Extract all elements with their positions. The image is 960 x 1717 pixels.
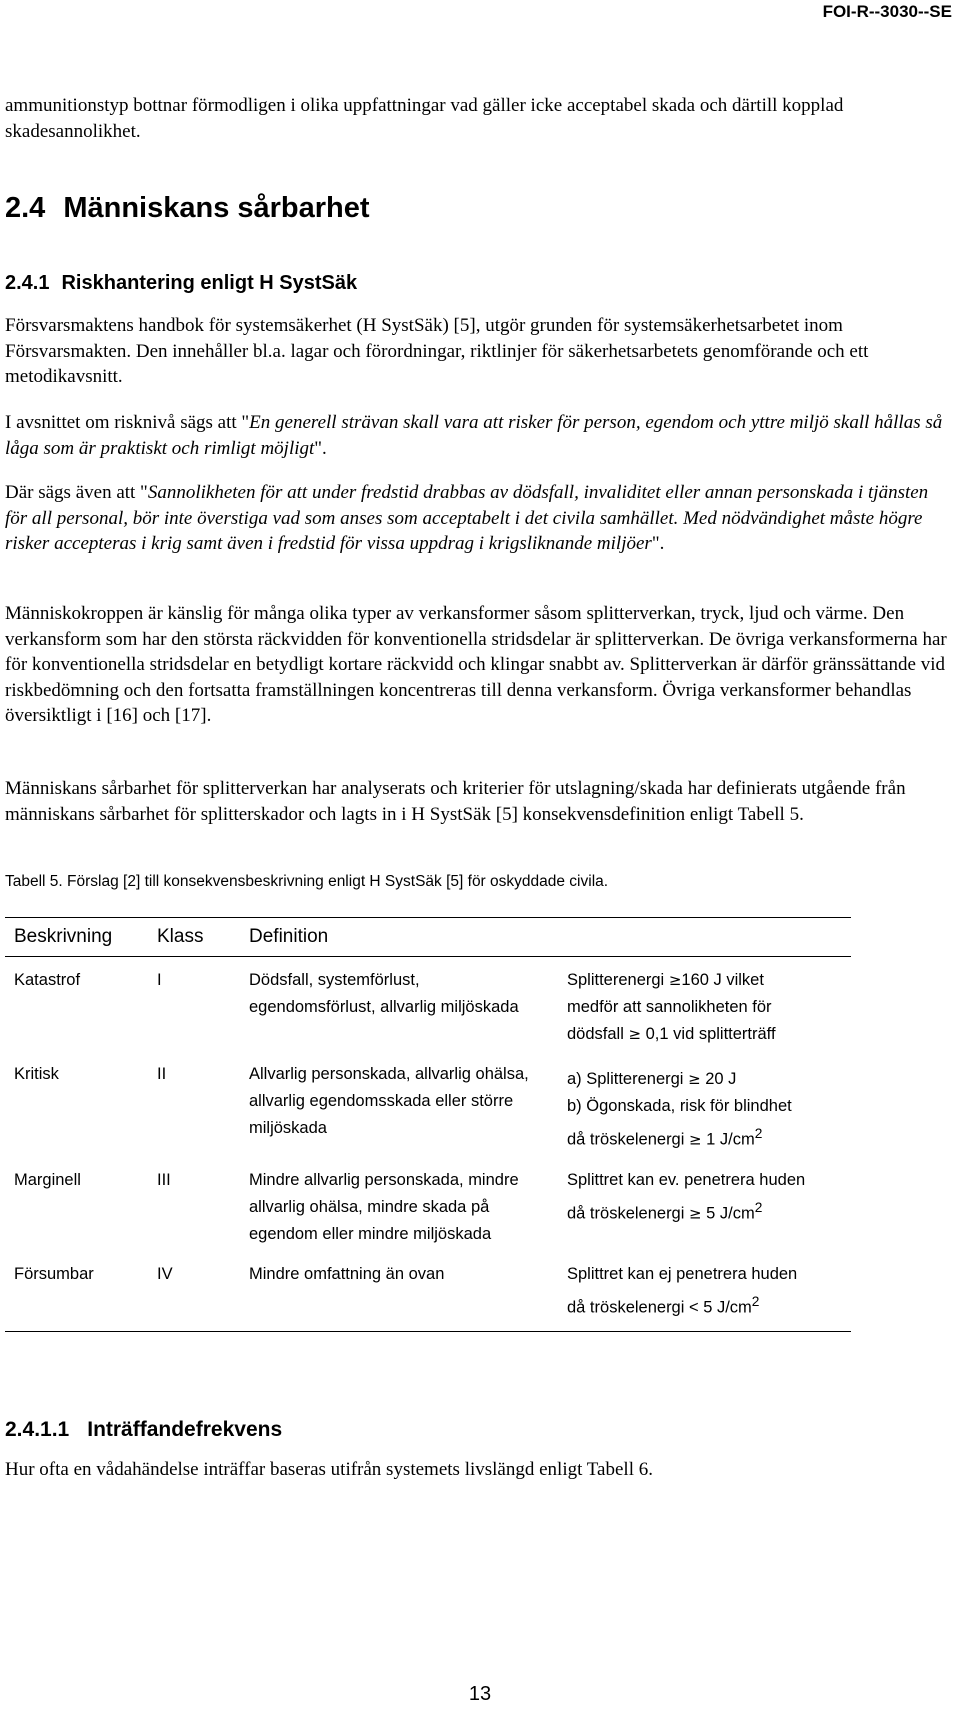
subsubsection-heading bbox=[5, 1418, 282, 1442]
subsection-number: 2.4.1 bbox=[5, 272, 50, 294]
section-title: Människans sårbarhet bbox=[63, 192, 370, 224]
cell-definition: Mindre allvarlig personskada, mindre allvarlig ohälsa, mindre skada på egendom eller mindre miljöskada bbox=[249, 1170, 519, 1243]
cell-beskrivning: Katastrof bbox=[14, 971, 81, 989]
paragraph-vulnerability: Människans sårbarhet för splitterverkan har analyserats och kriterier för utslagning/skada har definierats utgående från människans sårbarhet för splitterskador och lagts in i H SystSäk [5] konsekvensdefinition enligt Tabell 5. bbox=[5, 778, 906, 825]
table-row bbox=[5, 1167, 851, 1261]
cell-criteria: Splittret kan ev. penetrera huden då tröskelenergi ≥ 5 $J/cm^2$ bbox=[567, 1170, 806, 1222]
greater-equal-icon: ≥ bbox=[689, 1204, 702, 1222]
subsubsection-title: Inträffandefrekvens bbox=[87, 1418, 283, 1441]
section-number: 2.4 bbox=[5, 192, 46, 224]
table-row bbox=[5, 1061, 851, 1167]
paragraph-risk-level: I avsnittet om risknivå sägs att "En generell strävan skall vara att risker för person, egendom och yttre miljö skall hållas så låga som är praktiskt och rimligt möjligt". bbox=[5, 412, 943, 459]
cell-definition: Dödsfall, systemförlust, egendomsförlust, allvarlig miljöskada bbox=[249, 971, 519, 1016]
cell-definition: Allvarlig personskada, allvarlig ohälsa, allvarlig egendomsskada eller större miljöskada bbox=[249, 1065, 529, 1137]
cell-criteria: Splitterenergi ≥160 J vilket medför att sannolikheten för dödsfall ≥ 0,1 vid splitterträff bbox=[567, 971, 776, 1043]
cell-criteria: a) Splitterenergi ≥ 20 J b) Ögonskada, risk för blindhet då tröskelenergi ≥ 1 $J/cm^2$ bbox=[567, 1070, 792, 1149]
subsection-title: Riskhantering enligt H SystSäk bbox=[61, 272, 358, 294]
table-row bbox=[5, 1261, 851, 1332]
intro-paragraph: ammunitionstyp bottnar förmodligen i olika uppfattningar vad gäller icke acceptabel skada och därtill kopplad skadesannolikhet. bbox=[5, 95, 844, 142]
cell-criteria: Splittret kan ej penetrera huden då tröskelenergi < 5 $J/cm^2$ bbox=[558, 1261, 851, 1332]
quote-probability: Sannolikheten för att under fredstid drabbas av dödsfall, invaliditet eller annan personskada i tjänsten för all personal, bör inte överstiga vad som anses som acceptabelt i det civila samhället. Med nödvändighet måste högre risker accepteras i krig samt även i fredstid för vissa uppdrag i krigsliknande miljöer bbox=[5, 482, 929, 554]
greater-equal-icon: ≥ bbox=[688, 1070, 701, 1088]
header-klass: Klass bbox=[148, 918, 240, 957]
paragraph-frequency: Hur ofta en vådahändelse inträffar baseras utifrån systemets livslängd enligt Tabell 6. bbox=[5, 1459, 653, 1480]
greater-equal-icon: ≥ bbox=[628, 1025, 642, 1043]
header-definition: Definition bbox=[240, 918, 558, 957]
table-row bbox=[5, 967, 851, 1061]
cell-klass: III bbox=[157, 1170, 171, 1189]
paragraph-effect-forms: Människokroppen är känslig för många olika typer av verkansformer såsom splitterverkan, tryck, ljud och värme. Den verkansform som har den största räckvidden för konventionella stridsdelar är splitterverkan. De övriga verkansformerna har för konventionella stridsdelar en betydligt kortare räckvidd och klingar snabbt av. Splitterverkan är därför gränssättande vid riskbedömning och den fortsatta framställningen koncentreras till denna verkansform. Övriga verkansformer behandlas översiktligt i [16] och [17]. bbox=[5, 603, 947, 726]
header-criteria bbox=[558, 918, 851, 957]
greater-equal-icon: ≥ bbox=[689, 1130, 702, 1149]
report-id: FOI-R--3030--SE bbox=[822, 2, 952, 21]
subsubsection-number: 2.4.1.1 bbox=[5, 1418, 70, 1441]
paragraph-probability: Där sägs även att "Sannolikheten för att under fredstid drabbas av dödsfall, invaliditet eller annan personskada i tjänsten för all personal, bör inte överstiga vad som anses som acceptabelt i det civila samhället. Med nödvändighet måste högre risker accepteras i krig samt även i fredstid för vissa uppdrag i krigsliknande miljöer". bbox=[5, 482, 929, 554]
cell-beskrivning: Kritisk bbox=[14, 1065, 59, 1083]
cell-klass: IV bbox=[148, 1261, 240, 1332]
consequence-table bbox=[5, 917, 851, 1332]
section-heading bbox=[5, 192, 370, 225]
cell-klass: I bbox=[157, 971, 162, 989]
header-beskrivning: Beskrivning bbox=[5, 918, 148, 957]
cell-definition: Mindre omfattning än ovan bbox=[240, 1261, 558, 1332]
cell-beskrivning: Marginell bbox=[14, 1170, 81, 1189]
page-number: 13 bbox=[468, 1683, 492, 1705]
quote-risk-level: En generell strävan skall vara att risker för person, egendom och yttre miljö skall hållas så låga som är praktiskt och rimligt möjligt bbox=[5, 412, 943, 459]
cell-klass: II bbox=[157, 1065, 167, 1083]
greater-equal-icon: ≥ bbox=[668, 971, 682, 989]
paragraph-handbook: Försvarsmaktens handbok för systemsäkerhet (H SystSäk) [5], utgör grunden för systemsäkerhetsarbetet inom Försvarsmakten. Den innehåller bl.a. lagar och förordningar, riktlinjer för säkerhetsarbetets genomförande och ett metodikavsnitt. bbox=[5, 315, 869, 387]
cell-beskrivning: Försumbar bbox=[5, 1261, 148, 1332]
table-caption: Tabell 5. Förslag [2] till konsekvensbeskrivning enligt H SystSäk [5] för oskyddade civila. bbox=[5, 873, 609, 890]
subsection-heading bbox=[5, 272, 357, 295]
table-header-row bbox=[5, 918, 851, 957]
